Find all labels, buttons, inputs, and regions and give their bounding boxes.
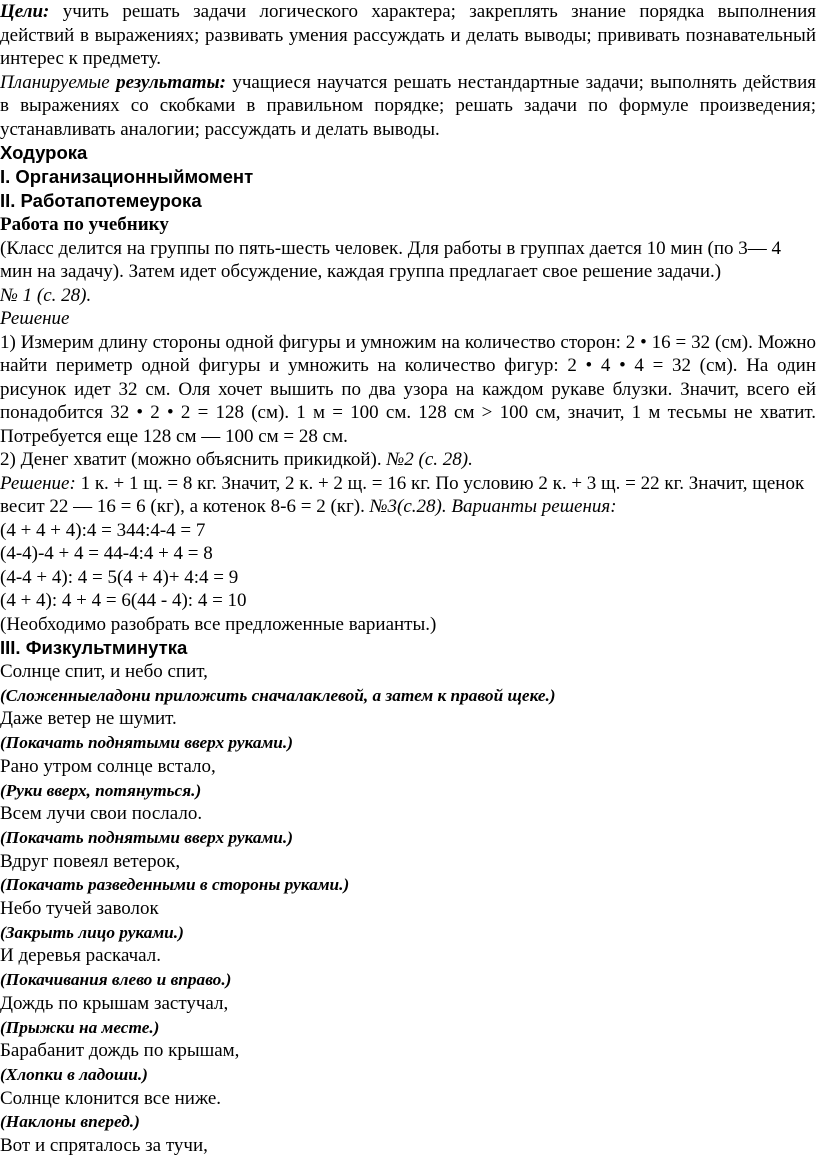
poem-note: (Прыжки на месте.) [0,1017,160,1037]
task2-solution-label: Решение: [0,472,76,494]
task2-paragraph [0,472,816,519]
heading-course: Ходурока [0,142,88,163]
goals-text: учить решать задачи логического характера; закреплять знание порядка выполнения действий в выражениях; развивать умения рассуждать и делать выводы; прививать познавательный интерес к предмету. [0,1,816,69]
poem-note: (Закрыть лицо руками.) [0,922,184,942]
poem-note: (Покачать разведенными в стороны руками.) [0,875,350,895]
heading-phys: III. Физкультминутка [0,637,188,658]
poem-note: (Покачать поднятыми вверх руками.) [0,827,293,847]
poem-line: Всем лучи свои послало. [0,803,203,825]
variant-line: (4-4)-4 + 4 = 44-4:4 + 4 = 8 [0,543,213,564]
results-paragraph [0,71,816,142]
poem-line: Барабанит дождь по крышам, [0,1040,240,1062]
poem-note: (Наклоны вперед.) [0,1112,140,1132]
goals-paragraph [0,0,816,71]
task3-ref: №3(с.28). [369,496,447,517]
poem-line: И деревья раскачал. [0,945,161,967]
task1-line2-text: 2) Денег хватит (можно объяснить прикидкой). [0,449,387,470]
poem-line: Дождь по крышам застучал, [0,992,229,1014]
goals-label: Цели: [0,1,50,22]
poem-line: Вдруг повеял ветерок, [0,850,181,872]
variant-line: (4 + 4 + 4):4 = 344:4-4 = 7 [0,519,206,541]
poem-note: (Хлопки в ладоши.) [0,1064,148,1084]
task1-solution-label: Решение [0,308,70,329]
heading-work: II. Работапотемеурока [0,190,202,211]
task2-text: 1 к. + 1 щ. = 8 кг. Значит, 2 к. + 2 щ. = 16 кг. По условию 2 к. + 3 щ. = 22 кг. Значит, щенок весит 22 — 16 = 6 (кг), а котенок 8-6 = 2 (кг). [0,472,805,517]
variants-note: (Необходимо разобрать все предложенные варианты.) [0,613,437,635]
variant-line: (4 + 4): 4 + 4 = 6(44 - 4): 4 = 10 [0,590,247,611]
poem-line: Солнце спит, и небо спит, [0,661,208,682]
poem-line: Рано утром солнце встало, [0,755,216,777]
task1-line2 [0,448,816,472]
poem [0,660,816,1158]
poem-line: Солнце клонится все ниже. [0,1087,222,1109]
heading-org: I. Организационныймомент [0,166,254,187]
poem-line: Небо тучей заволок [0,898,159,920]
poem-note: (Покачать поднятыми вверх руками.) [0,733,293,753]
results-label-italic: Планируемые [0,71,110,93]
variant-line: (4-4 + 4): 4 = 5(4 + 4)+ 4:4 = 9 [0,566,239,588]
group-note: (Класс делится на группы по пять-шесть человек. Для работы в группах дается 10 мин (по 3— 4 мин на задачу). Затем идет обсуждение, каждая группа предлагает свое решение задачи.) [0,237,782,282]
task2-ref: №2 (с. 28). [386,449,473,470]
poem-line: Вот и спряталось за тучи, [0,1135,208,1157]
variants-label: Варианты решения: [446,496,617,517]
results-text: учащиеся научатся решать нестандартные задачи; выполнять действия в выражениях со скобками в правильном порядке; решать задачи по формуле произведения; устанавливать аналогии; рассуждать и делать выводы. [0,71,816,140]
poem-line: Даже ветер не шумит. [0,708,177,730]
task1-line1: 1) Измерим длину стороны одной фигуры и умножим на количество сторон: 2 • 16 = 32 (см). Можно найти периметр одной фигуры и умножить на количество фигур: 2 • 4 • 4 = 32 (см). На один рисунок идет 32 см. Оля хочет вышить по два узора на каждом рукаве блузки. Значит, всего ей понадобится 32 • 2 • 2 = 128 (см). 1 м = 100 см. 128 см > 100 см, значит, 1 м тесьмы не хватит. Потребуется еще 128 см — 100 см = 28 см. [0,331,816,447]
results-label-bold: результаты: [116,71,226,93]
heading-textbook: Работа по учебнику [0,214,169,235]
poem-note: (Сложенныеладони приложить сначалаклевой, а затем к правой щеке.) [0,685,556,705]
poem-note: (Руки вверх, потянуться.) [0,780,202,800]
poem-note: (Покачивания влево и вправо.) [0,970,232,990]
task1-ref: № 1 (с. 28). [0,284,92,306]
